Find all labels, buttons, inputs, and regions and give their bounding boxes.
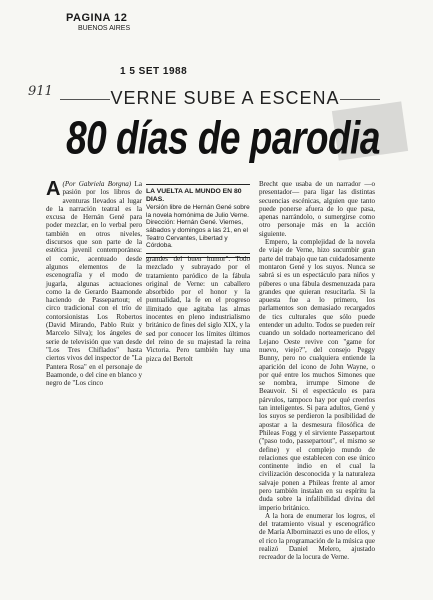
info-box-title: LA VUELTA AL MUNDO EN 80 DIAS. (146, 188, 242, 203)
masthead (66, 12, 130, 32)
author-byline: (Por Gabriela Borgna) (62, 180, 132, 188)
info-box-rule (146, 253, 250, 254)
date-stamp: 1 5 SET 1988 (120, 66, 188, 77)
kicker-rule-left (60, 99, 110, 100)
kicker-rule-right (340, 99, 380, 100)
newspaper-name: PAGINA 12 (66, 12, 128, 24)
handwritten-number: 911 (28, 84, 53, 99)
article-column-2 (146, 255, 250, 363)
article-text-col3-p2: Empero, la complejidad de la novela de viaje de Verne, hizo sucumbir gran parte del trabajo que tan cuidadosamente montaron Gené y los suyos. Nunca se sabrá si es un espectáculo para niños y púberes o una fábula desmenuzada para grandes que quieran resucitarla. Si la apuesta fue a lo primero, los parlamentos son demasiado recargados de tics culturales que sólo puede entender un adulto. Todos se pueden reír cuando un soldado norteamericano del Lejano Oeste revive con "game for nuevo, viejo?", del consejo Peggy Bunny, pero no cualquiera entiende la aparición del icono de John Wayne, o por qué entre los muchos Simones que se nombra, irrumpe Simone de Beauvoir. Si el espectáculo es para párvulos, tampoco hay por qué creerlos tan inteligentes. Si para adultos, Gené y los suyos se perdieron la posibilidad de apostar a la desmesura filosófica de Phileas Fogg y el sirviente Passepartout ("paso todo, passepartout", el mismo se define) y el complejo mundo de relaciones que establecen con ese único continente indio en el cual la civilización desconocida y la naturaleza salvaje ponen a Phileas frente al amor pero también instalan en su espíritu la duda sobre la infalibilidad divina del imperio británico. (259, 238, 376, 512)
city-name: BUENOS AIRES (78, 25, 131, 32)
article-column-1 (46, 180, 142, 387)
article-text-col1: La pasión por los libros de aventuras llevados al lugar de la narración teatral es la excusa de Hernán Gené para poder mezclar, en lo verbal pero también en otros niveles, discursos que son parte de la estética juvenil contemporánea: el comic, acentuado desde algunos elementos de la escenografía y el modo de jugarla, algunas actuaciones como la de Gerardo Baamonde haciendo de Passepartout; el circo tradicional con el trío de contorsionistas Los Robertos (David Mirando, Pablo Ruiz y Marcelo Silva); los ángeles de serie de televisión que van desde "Los Tres Chiflados" hasta ciertos vivos del inspector de "La Pantera Rosa" en el personaje de Baamonde, o del cine en blanco y negro de "Los cinco (46, 180, 142, 388)
kicker: VERNE SUBE A ESCENA (110, 88, 340, 108)
article-column-3 (259, 180, 375, 562)
info-box-body: Versión libre de Hernán Gené sobre la novela homónima de Julio Verne. Dirección: Hernán Gené. Viernes, sábados y domingos a las 21, en el Teatro Cervantes, Libertad y Córdoba. (146, 204, 250, 250)
article-text-col3-p3: A la hora de enumerar los logros, el del tratamiento visual y escenográfico de María Alborninazzi es uno de ellos, y el rico la programación de la música que realizó Daniel Melero, ajustado recreador de la locura de Verne. (259, 511, 375, 562)
headline: 80 días de parodia (66, 112, 380, 164)
article-text-col2: grandes del buen humor". Todo mezclado y subrayado por el tratamiento paródico de la fábula original de Verne: un caballero absorbido por el honor y la puntualidad, la fe en el progreso ilimitado que agitaba las almas inocentes en pleno industrialismo británico de fines del siglo XIX, y la sed por conocer los límites últimos del reino de su majestad la reina Victoria. Pero también hay una pizca del Bertolt (146, 255, 250, 363)
article-text-col3-p1: Brecht que usaba de un narrador —o presentador— para ligar las distintas secuencias escénicas, alguien que tanto puede ponerse afuera de lo que pasa, apenas narrándolo, o sumergirse como otro personaje más en la acción siguiente. (259, 180, 375, 238)
dropcap: A (46, 178, 61, 200)
info-box (146, 184, 250, 258)
